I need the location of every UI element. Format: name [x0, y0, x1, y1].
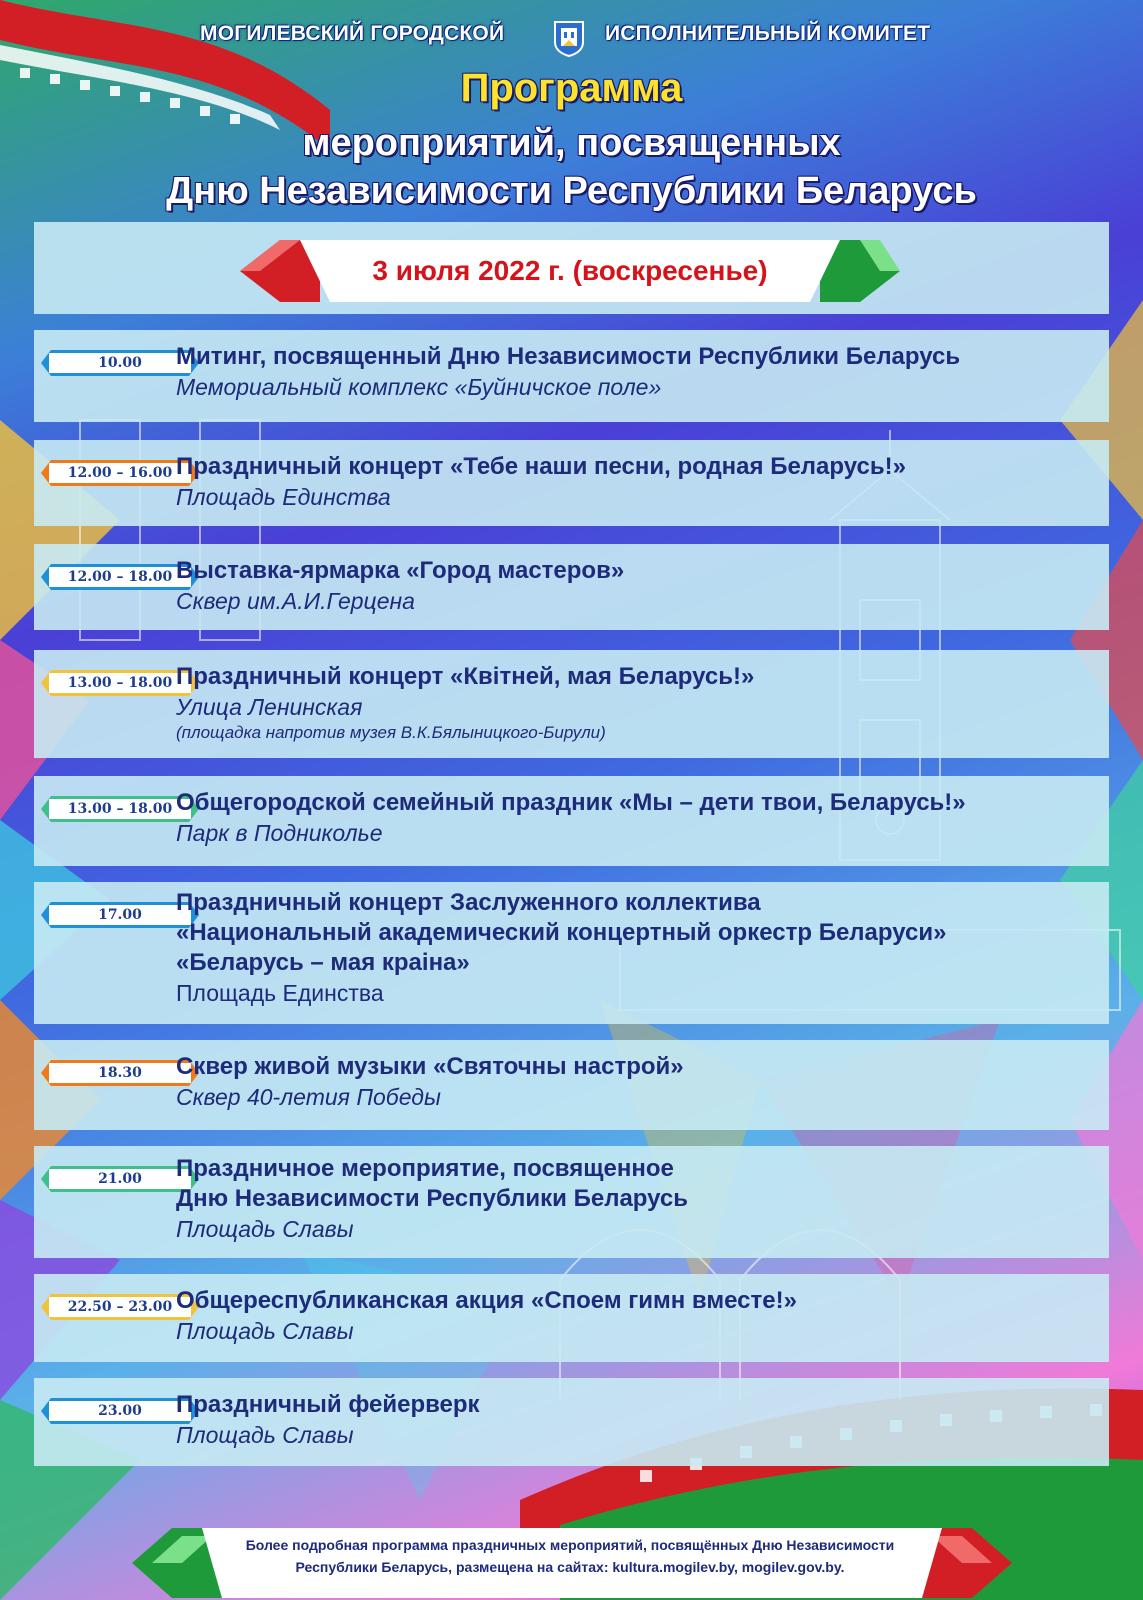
event-time: 18.30: [98, 1065, 142, 1081]
event-item: [34, 330, 1109, 422]
event-title-line3: «Беларусь – мая краіна»: [176, 949, 470, 976]
event-date: 3 июля 2022 г. (воскресенье): [372, 255, 768, 286]
event-place: Улица Ленинская: [176, 694, 363, 720]
event-place: Площадь Славы: [176, 1318, 354, 1344]
event-place: Сквер 40-летия Победы: [176, 1084, 441, 1110]
event-place: Сквер им.А.И.Герцена: [176, 588, 415, 614]
footer-note: [190, 1534, 950, 1578]
event-place-note: (площадка напротив музея В.К.Бялыницкого-Бирули): [176, 723, 606, 742]
footer-line2: Республики Беларусь, размещена на сайтах: kultura.mogilev.by, mogilev.gov.by.: [295, 1559, 845, 1575]
event-place: Площадь Славы: [176, 1216, 354, 1242]
footer-line1: Более подробная программа праздничных мероприятий, посвящённых Дню Независимости: [245, 1537, 895, 1553]
event-time: 17.00: [98, 907, 142, 923]
event-title: Праздничный концерт «Тебе наши песни, родная Беларусь!»: [176, 453, 906, 480]
event-title-line1: Праздничный концерт Заслуженного коллектива: [176, 889, 761, 916]
event-time: 21.00: [98, 1171, 142, 1187]
committee-name-right: ИСПОЛНИТЕЛЬНЫЙ КОМИТЕТ: [605, 22, 931, 45]
header: [0, 18, 1143, 52]
event-place: Парк в Подниколье: [176, 820, 383, 846]
event-item: [34, 882, 1109, 1024]
event-title: Праздничный концерт «Квітней, мая Беларусь!»: [176, 663, 755, 690]
event-time: 12.00 – 16.00: [67, 465, 173, 481]
event-place: Площадь Единства: [176, 484, 391, 510]
event-title-line2: Дню Независимости Республики Беларусь: [176, 1185, 688, 1212]
event-item: [34, 776, 1109, 866]
event-title: Общереспубликанская акция «Споем гимн вместе!»: [176, 1287, 797, 1314]
program-subtitle-line2: Дню Независимости Республики Беларусь: [166, 170, 977, 212]
event-item: [34, 440, 1109, 526]
event-title: Общегородской семейный праздник «Мы – дети твои, Беларусь!»: [176, 789, 966, 816]
event-place: Площадь Славы: [176, 1422, 354, 1448]
event-time: 23.00: [98, 1403, 142, 1419]
coat-of-arms-icon: [549, 18, 589, 58]
event-item: [34, 1378, 1109, 1466]
event-title: Сквер живой музыки «Святочны настрой»: [176, 1053, 684, 1080]
event-place: Площадь Единства: [176, 980, 384, 1006]
event-time: 22.50 – 23.00: [67, 1299, 173, 1315]
event-item: [34, 1146, 1109, 1258]
event-title: Праздничный фейерверк: [176, 1391, 480, 1418]
program-subtitle-line1: мероприятий, посвященных: [302, 122, 841, 164]
event-title-line1: Праздничное мероприятие, посвященное: [176, 1155, 674, 1182]
event-item: [34, 650, 1109, 758]
event-time: 10.00: [98, 355, 142, 371]
event-item: [34, 1274, 1109, 1362]
event-time: 12.00 – 18.00: [67, 569, 173, 585]
committee-name-left: МОГИЛЕВСКИЙ ГОРОДСКОЙ: [200, 22, 505, 45]
event-place: Мемориальный комплекс «Буйничское поле»: [176, 374, 662, 400]
event-item: [34, 1040, 1109, 1130]
program-title: Программа: [460, 66, 683, 110]
event-time: 13.00 – 18.00: [67, 675, 173, 691]
event-title: Митинг, посвященный Дню Независимости Республики Беларусь: [176, 343, 961, 370]
event-title: Выставка-ярмарка «Город мастеров»: [176, 557, 625, 584]
event-item: [34, 544, 1109, 630]
event-title-line2: «Национальный академический концертный оркестр Беларуси»: [176, 919, 947, 946]
event-time: 13.00 – 18.00: [67, 801, 173, 817]
